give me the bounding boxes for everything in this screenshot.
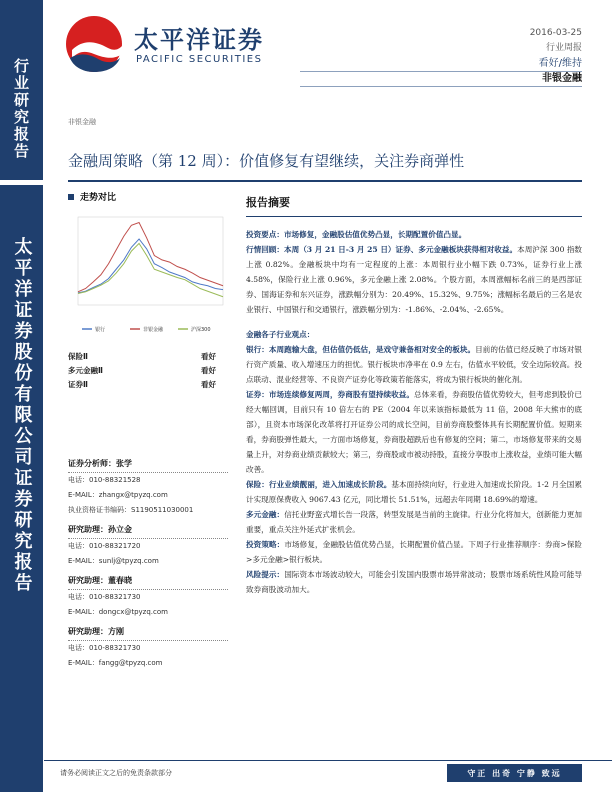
report-sector: 非银金融	[542, 73, 582, 84]
rating-row-name: 保险Ⅱ	[68, 352, 88, 361]
analyst-cert: 执业资格证书编码：S1190511030001	[68, 506, 194, 514]
analyst-name: 证券分析师：张学	[68, 459, 132, 468]
report-date: 2016-03-25	[529, 28, 582, 38]
abstract-paragraph	[246, 327, 582, 342]
page-title: 金融周策略（第 12 周）：价值修复有望继续，关注券商弹性	[68, 152, 465, 170]
paragraph-bold: 市场修复，金融股估值优势凸显，长期配置价值凸显。	[283, 230, 467, 239]
abstract-title: 报告摘要	[246, 196, 290, 209]
paragraph-text: 信托业野蛮式增长告一段落，转型发展是当前的主旋律。行业分化将加大，创新能力更加重要，重点关注外延式扩张机会。	[246, 510, 582, 534]
abstract-paragraph	[246, 537, 582, 567]
abstract-paragraph	[246, 342, 582, 387]
report-type: 行业周报	[545, 43, 582, 53]
brand-name-en: PACIFIC SECURITIES	[136, 54, 263, 65]
paragraph-key: 多元金融：	[246, 510, 285, 519]
legend-label-0: 银行	[95, 327, 106, 333]
rating-row	[68, 364, 216, 378]
paragraph-key: 投资要点：	[246, 230, 284, 239]
sidebar-top-text: 行业研究报告	[12, 58, 30, 160]
square-bullet-icon	[68, 194, 74, 200]
paragraph-key: 风险提示：	[246, 570, 285, 579]
paragraph-key: 行情回顾：	[246, 245, 284, 254]
trend-heading-label: 走势对比	[80, 193, 117, 203]
legend-label-2: 沪深300	[191, 327, 211, 333]
title-divider	[68, 180, 582, 182]
analyst-email[interactable]: E-MAIL：sunlj@tpyzq.com	[68, 557, 159, 565]
paragraph-text: 目前的估值已经反映了市场对银行资产质量、收入增速压力的担忧。银行板块市净率在 0.9 左右，估值水平较低，安全边际较高。投点联动、混业经营等、不良资产证券化等政策若能落实，将成为银行板块的催化剂。	[246, 345, 583, 384]
rating-row-value: 看好	[201, 352, 216, 361]
footer-divider	[44, 760, 612, 761]
abstract-paragraph	[246, 227, 582, 242]
report-rating: 看好/维持	[538, 58, 582, 69]
abstract-paragraph	[246, 387, 582, 477]
analyst-email[interactable]: E-MAIL：fangg@tpyzq.com	[68, 659, 163, 667]
sidebar-bottom-band	[0, 185, 43, 792]
paragraph-text: 基本面持续向好，行业进入加速成长阶段。1-2 月全国累计实现原保费收入 9067.43 亿元，同比增长 51.51%，远超去年同期 18.69%的增速。	[246, 480, 582, 504]
paragraph-key: 证券：市场连续修复两周，券商股有望持续收益。	[246, 390, 415, 399]
rating-row-value: 看好	[201, 366, 216, 375]
abstract-paragraph	[246, 507, 582, 537]
paragraph-key: 投资策略：	[246, 540, 285, 549]
analyst-email[interactable]: E-MAIL：dongcx@tpyzq.com	[68, 608, 168, 616]
abstract-paragraph	[246, 567, 582, 597]
footer-disclaimer: 请务必阅读正文之后的免责条款部分	[60, 769, 172, 777]
brand-logo	[64, 14, 284, 80]
trend-heading	[68, 190, 228, 203]
abstract-paragraph	[246, 477, 582, 507]
abstract-paragraph	[246, 242, 582, 317]
wave-logo-icon	[64, 14, 124, 74]
sidebar-top-band	[0, 0, 43, 180]
trend-section	[68, 190, 228, 351]
rating-row-value: 看好	[201, 380, 216, 389]
report-abstract	[246, 194, 582, 597]
rating-row	[68, 378, 216, 392]
paragraph-key: 金融各子行业观点：	[246, 330, 315, 339]
rating-row-name: 多元金融Ⅱ	[68, 366, 103, 375]
analyst-name: 研究助理：孙立金	[68, 525, 132, 534]
paragraph-bold: 本周（3 月 21 日-3 月 25 日）证券、多元金融板块获得相对收益。	[284, 245, 518, 254]
rating-row	[68, 350, 216, 364]
rating-row-name: 证券Ⅱ	[68, 380, 88, 389]
analyst-phone: 电话：010-88321730	[68, 644, 141, 652]
series-line-2	[78, 243, 223, 296]
analyst-email[interactable]: E-MAIL：zhangx@tpyzq.com	[68, 491, 168, 499]
chart-frame	[78, 217, 223, 305]
analyst-phone: 电话：010-88321720	[68, 542, 141, 550]
footer-motto: 守正 出奇 宁静 致远	[447, 764, 582, 782]
abstract-divider	[246, 216, 582, 217]
analyst-name: 研究助理：董春晓	[68, 576, 132, 585]
paragraph-key: 保险：行业业绩靓丽，进入加速成长阶段。	[246, 480, 392, 489]
meta-divider-2	[300, 86, 582, 87]
paragraph-text: 国际资本市场波动较大，可能会引发国内股票市场异常波动；股票市场系统性风险可能导致券商股波动加大。	[246, 570, 582, 594]
trend-chart-svg	[68, 211, 228, 351]
analyst-phone: 电话：010-88321528	[68, 476, 141, 484]
subhead-sector: 非银金融	[68, 118, 96, 126]
analyst-phone: 电话：010-88321730	[68, 593, 141, 601]
meta-divider-1	[300, 71, 582, 72]
paragraph-key: 银行：本周跑输大盘，但估值仍低估，是戏守兼备相对安全的板块。	[246, 345, 476, 354]
report-meta	[530, 26, 582, 86]
brand-name-cn: 太平洋证券	[134, 26, 264, 54]
paragraph-text: 市场修复，金融股估值优势凸显，长期配置价值凸显。下周子行业推荐顺序：券商>保险>多元金融>银行板块。	[246, 540, 583, 564]
analyst-contacts	[68, 452, 228, 671]
analyst-name: 研究助理：方刚	[68, 627, 124, 636]
paragraph-text: 总体来看，券商股估值优势较大，但考虑到股价已经大幅回调，目前只有 10 倍左右的 PE（2004 年以来该指标最低为 11 倍，2008 年大熊市的底部），且资本市场深化改革将打开证券公司的成长空间，目前券商股整体具有长期配置价值。短期来看，券商股弹性最大，一方面市场修复，券商股超跌后也有修复的空间；第二，市场修复带来的交易量上升，对券商业绩贡献较大；第三，券商股或市被动持股，直接分享股市上涨收益，业绩可能大幅改善。	[246, 390, 583, 474]
trend-chart	[68, 211, 228, 351]
legend-label-1: 非银金融	[143, 327, 164, 333]
sub-industry-ratings	[68, 350, 216, 392]
sidebar-bottom-text: 太平洋证券股份有限公司证券研究报告	[11, 237, 33, 594]
paragraph-text: 本周沪深 300 指数上涨 0.82%。金融板块中均有一定程度的上涨：本周银行业小幅下跌 0.73%，证券行业上涨 4.58%，保险行业上涨 0.96%，多元金融上涨 2.08%。个股方面，本周涨幅标名前三的是西部证券、国海证券和东兴证券，涨跌幅分别为：20.49%、15.32%、9.75%；涨幅标名最后的三名是农业银行、中国银行和交通银行，涨跌幅分别为：-1.86%、-2.04%、-2.65%。	[246, 245, 583, 314]
